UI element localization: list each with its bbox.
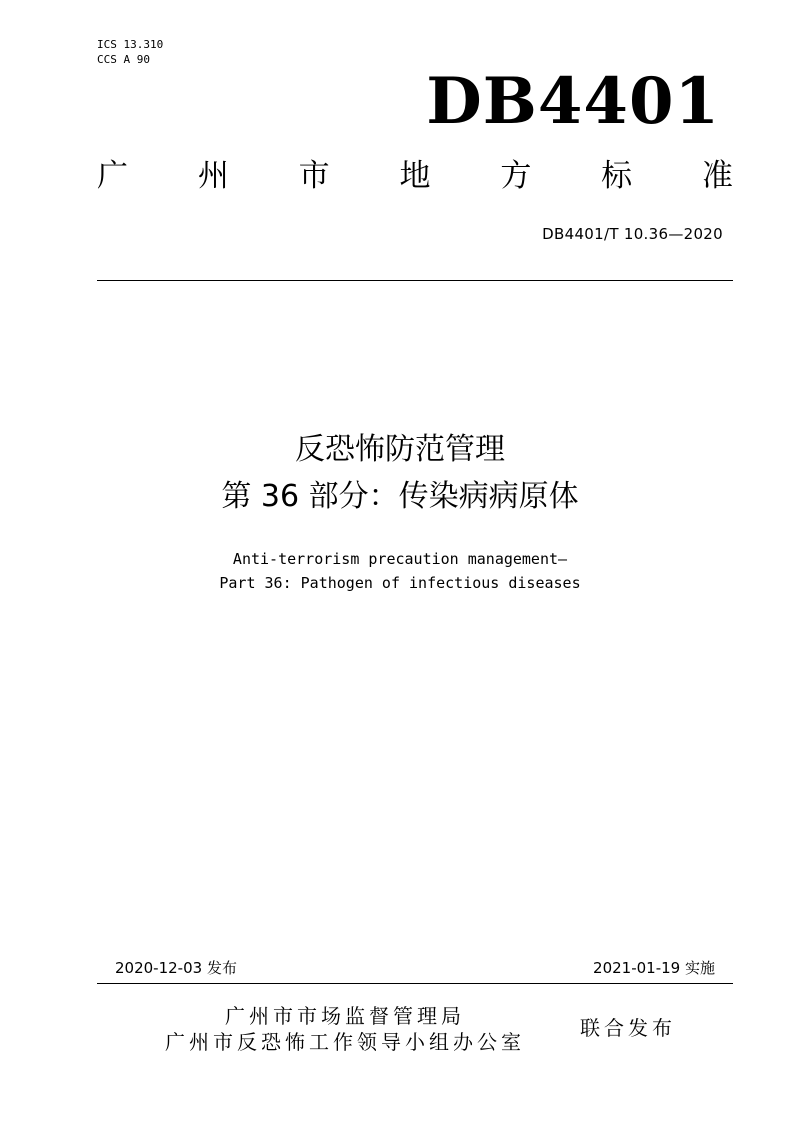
standard-type-char: 准 (701, 158, 733, 194)
standard-type-char: 州 (197, 158, 229, 194)
issuer-list (120, 1003, 570, 1055)
ics-code: ICS 13.310 (97, 38, 164, 51)
ccs-code: CCS A 90 (97, 53, 150, 66)
standard-logo: DB4401 (426, 64, 720, 139)
issuer-name: 广州市反恐怖工作领导小组办公室 (165, 1030, 525, 1054)
title-cn-part: 第 36 部分：传染病病原体 (221, 479, 579, 514)
standard-type-char: 地 (399, 158, 431, 194)
footer-divider (97, 983, 733, 984)
joint-issue-label: 联合发布 (580, 1016, 676, 1040)
header-divider (97, 280, 733, 281)
title-cn-main: 反恐怖防范管理 (295, 432, 505, 467)
standard-type-char: 广 (97, 158, 128, 194)
title-en-part: Part 36: Pathogen of infectious diseases (219, 574, 581, 592)
standard-type-char: 标 (601, 158, 633, 194)
title-en-main: Anti-terrorism precaution management— (232, 550, 568, 568)
standard-type-char: 方 (500, 158, 532, 194)
standard-type (97, 156, 733, 196)
standard-number: DB4401/T 10.36—2020 (542, 225, 723, 243)
issue-date: 2020-12-03 发布 (115, 959, 237, 977)
standard-type-char: 市 (298, 158, 330, 194)
implementation-date: 2021-01-19 实施 (593, 959, 715, 977)
issuer-name: 广州市市场监督管理局 (225, 1004, 465, 1028)
